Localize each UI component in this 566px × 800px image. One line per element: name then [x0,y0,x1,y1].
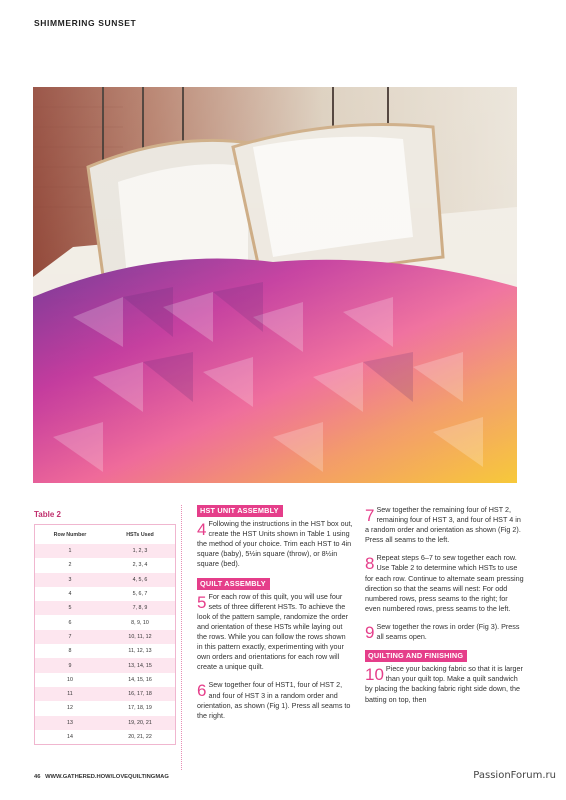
table-cell: 5 [68,605,72,612]
step-text: Sew together the remaining four of HST 2, remaining four of HST 3, and four of HST 4 in a random order and orientation as shown (Fig 2). Press all seams to the left. [365,505,521,545]
step-9 [365,622,525,642]
step-text: Sew together four of HST1, four of HST 2, and four of HST 3 in a random order and orientation, as shown (Fig 1). Press all seams to the right. [197,680,351,720]
table-row [35,601,175,615]
table-row [35,687,175,701]
page-footer [34,774,169,780]
step-number: 7 [365,506,375,525]
table-cell: 10 [67,676,73,683]
step-number: 6 [197,681,207,701]
table-row [35,558,175,572]
step-5 [197,592,353,673]
table-row [35,716,175,730]
table-cell: 13, 14, 15 [128,662,152,669]
step-number: 5 [197,592,207,612]
step-6 [197,680,353,720]
step-text: Sew together the rows in order (Fig 3). Press all seams open. [376,621,520,642]
page-number: 46 [34,774,41,780]
step-4 [197,519,353,569]
step-number: 4 [197,520,207,540]
table-row [35,615,175,629]
instructions-column-1 [197,505,353,729]
table-cell: 12 [67,705,73,712]
instructions-column-2 [365,505,525,713]
running-head-title: SHIMMERING SUNSET [34,18,137,28]
table-cell: 10, 11, 12 [128,633,152,640]
table-cell: 2 [68,562,72,569]
table-cell: 14, 15, 16 [128,676,152,683]
table-cell: 14 [67,734,73,740]
table-row [35,573,175,587]
table-row [35,587,175,601]
table-row [35,673,175,687]
table-cell: 1 [68,548,72,555]
table-cell: 19, 20, 21 [128,719,152,726]
step-number: 8 [365,554,375,574]
table-cell: 13 [67,719,73,726]
table-cell: 2, 3, 4 [132,562,148,569]
step-text: Piece your backing fabric so that it is larger than your quilt top. Make a quilt sandwich by placing the backing fabric right side down, the batting on top, then [365,664,523,704]
table-cell: 6 [68,619,72,626]
table-cell: 8 [68,648,72,655]
table-row [35,658,175,672]
table-row [35,730,175,744]
step-10 [365,664,525,704]
table-cell: 3 [68,576,72,583]
table-cell: 7, 8, 9 [132,605,148,612]
hst-table [34,524,176,745]
step-text: Repeat steps 6–7 to sew together each row. Use Table 2 to determine which HSTs to use for each row. Continue to alternate seam pressing direction so that the seams will nest: For odd numbered rows, press seams to the right; for even numbered rows, press seams to the left. [365,553,524,613]
table-cell: 8, 9, 10 [131,619,149,626]
table-cell: 16, 17, 18 [128,691,152,698]
quilt-photo [33,87,517,483]
step-number: 9 [365,622,375,642]
table-cell: 17, 18, 19 [128,705,152,712]
table-header-row [35,525,175,544]
table-title: Table 2 [34,510,61,519]
table-cell: 5, 6, 7 [132,591,148,598]
table-header-cell: Row Number [53,531,87,538]
footer-url-link[interactable]: WWW.GATHERED.HOW/LOVEQUILTINGMAG [45,774,169,780]
table-row [35,644,175,658]
table-row [35,701,175,715]
step-7 [365,505,525,545]
table-cell: 11, 12, 13 [128,648,152,655]
step-8 [365,553,525,614]
table-row [35,544,175,558]
section-heading-quilt-assembly: QUILT ASSEMBLY [197,578,270,590]
table-cell: 1, 2, 3 [132,548,148,555]
watermark: PassionForum.ru [473,770,556,781]
step-number: 10 [365,665,384,685]
section-heading-hst-unit-assembly: HST UNIT ASSEMBLY [197,505,283,517]
table-cell: 9 [68,662,72,669]
table-cell: 7 [68,633,72,640]
table-cell: 4 [68,591,72,598]
table-row [35,630,175,644]
column-divider [181,505,182,770]
step-text: For each row of this quilt, you will use four sets of three different HSTs. To achieve the look of the pattern sample, randomize the order and orientation of these HSTs while laying out the rows. While you can follow the rows shown in this pattern exactly, experimenting with your own orders and orientations for each row will create a unique quilt. [197,591,349,672]
table-cell: 20, 21, 22 [128,734,152,740]
section-heading-quilting-and-finishing: QUILTING AND FINISHING [365,650,467,662]
table-cell: 4, 5, 6 [132,576,148,583]
table-header-cell: HSTs Used [126,531,154,538]
table-cell: 11 [67,691,73,698]
step-text: Following the instructions in the HST box out, create the HST Units shown in Table 1 using the method of your choice. Trim each HST to 4in square (baby), 5½in square (throw), or 8½in square (bed). [197,519,353,569]
